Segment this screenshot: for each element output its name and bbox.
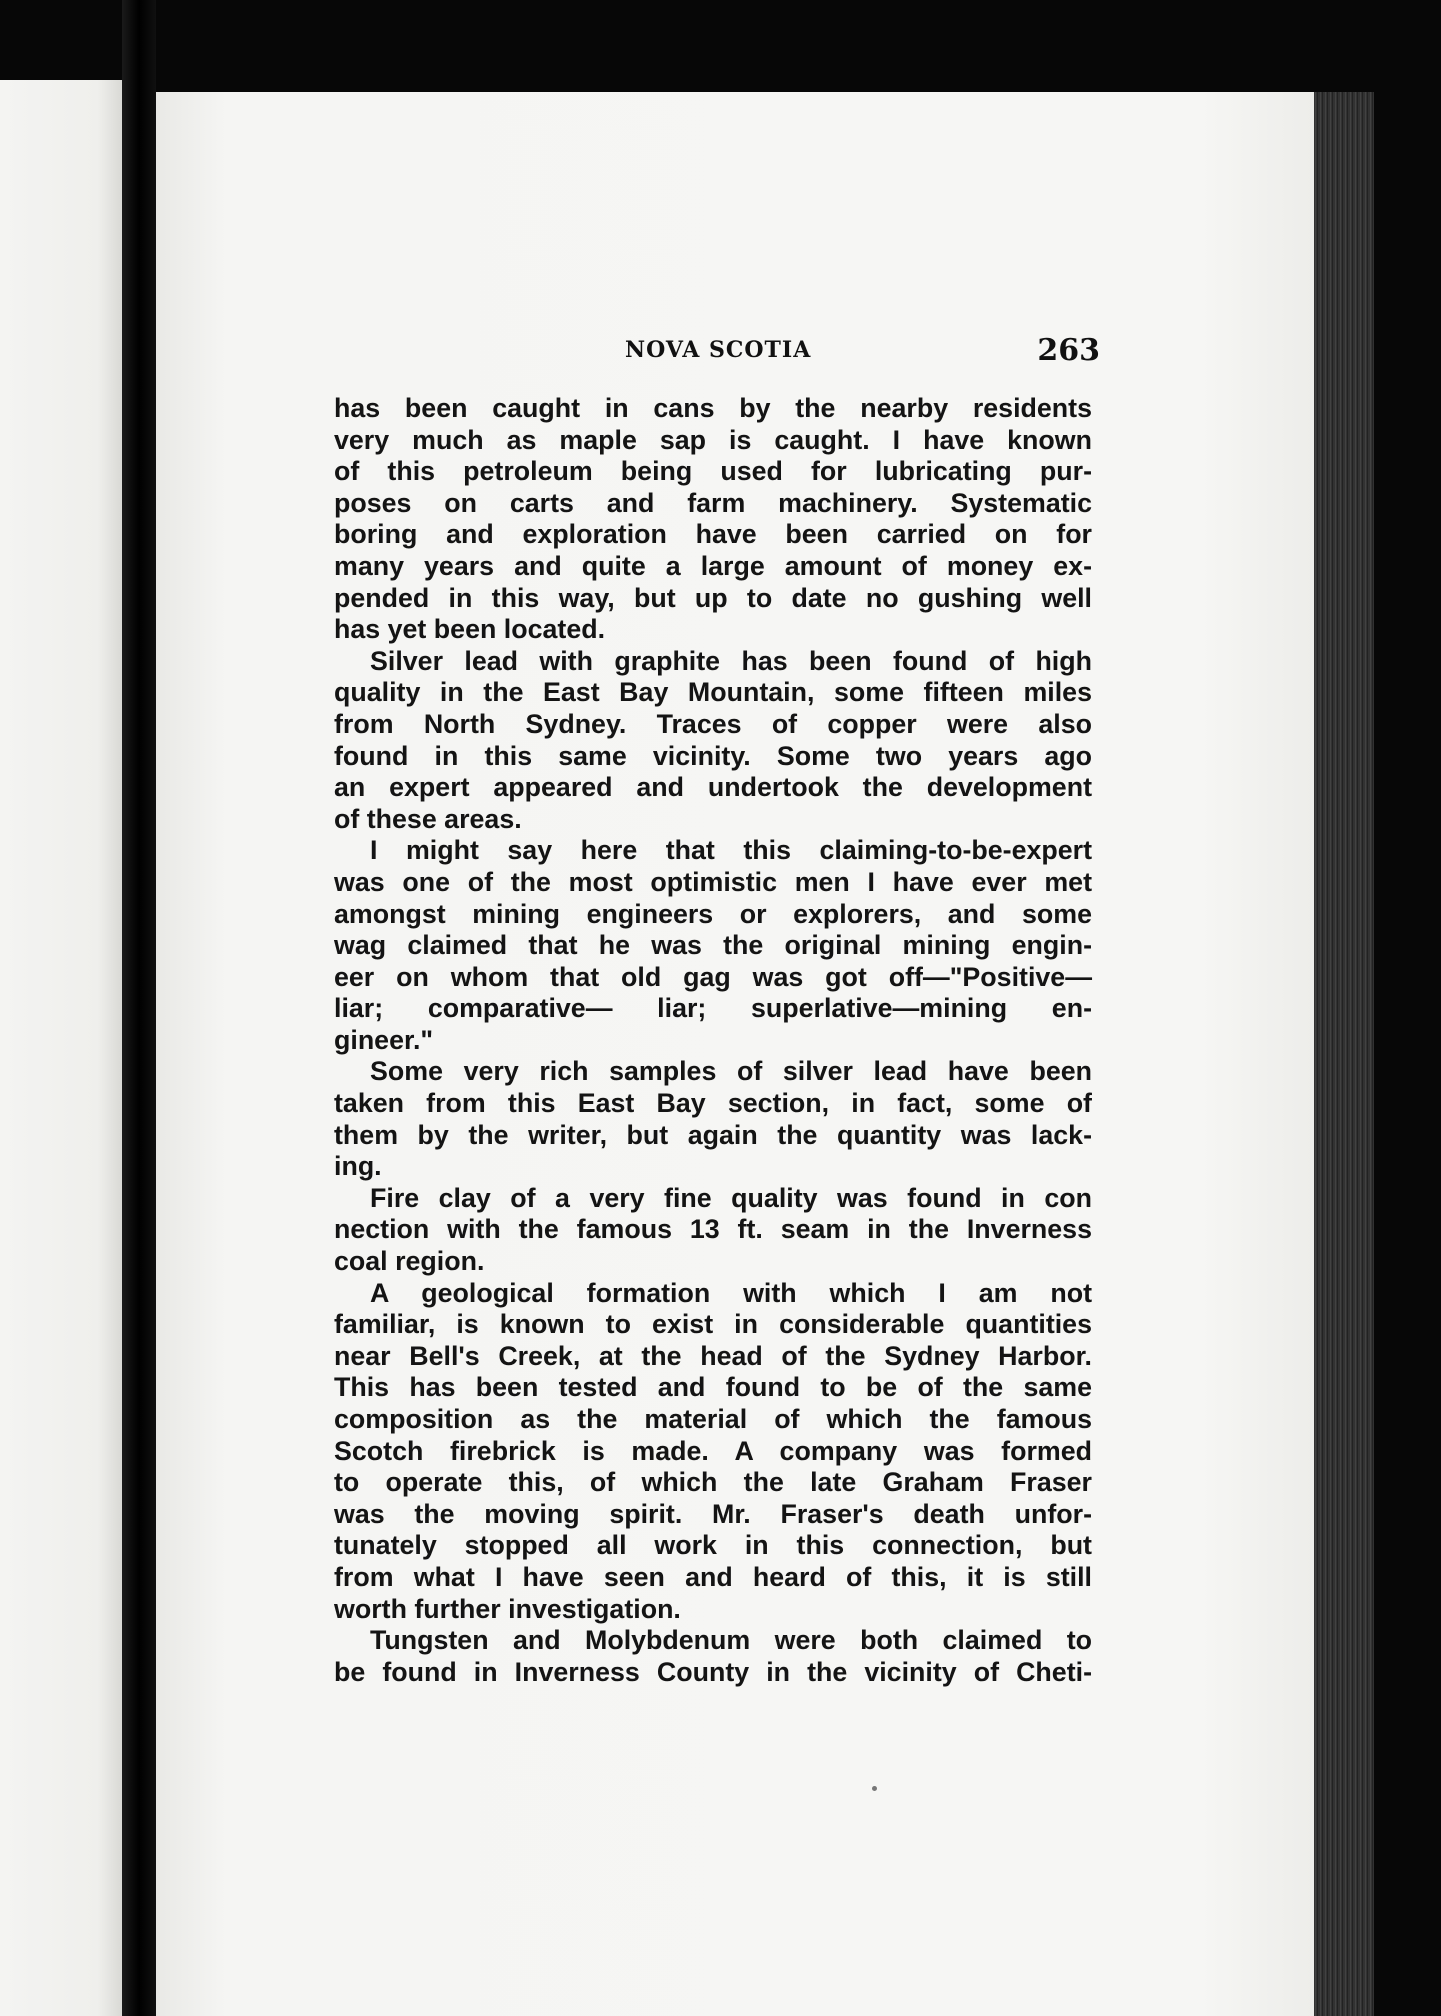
text-line: has been caught in cans by the nearby residents bbox=[334, 393, 1092, 423]
text-line: This has been tested and found to be of the same bbox=[334, 1372, 1092, 1403]
text-line: near Bell's Creek, at the head of the Sydney Harbor. bbox=[334, 1340, 1092, 1371]
text-line: nection with the famous 13 ft. seam in the Inverness bbox=[334, 1214, 1092, 1245]
text-line: gineer." bbox=[334, 1024, 434, 1055]
text-line: composition as the material of which the famous bbox=[334, 1404, 1092, 1434]
text-line: Silver lead with graphite has been found of high bbox=[370, 645, 1092, 676]
text-line: of these areas. bbox=[334, 803, 522, 834]
text-line: A geological formation with which I am not bbox=[370, 1277, 1092, 1308]
text-line: amongst mining engineers or explorers, and some bbox=[334, 898, 1092, 929]
text-line: quality in the East Bay Mountain, some fifteen miles bbox=[334, 677, 1092, 708]
text-line: taken from this East Bay section, in fact, some of bbox=[334, 1088, 1092, 1119]
text-line: from what I have seen and heard of this, it is still bbox=[334, 1561, 1092, 1592]
text-line: wag claimed that he was the original mining engin- bbox=[334, 930, 1092, 961]
text-line: has yet been located. bbox=[334, 614, 606, 645]
text-line: Scotch firebrick is made. A company was formed bbox=[334, 1435, 1092, 1466]
text-line: liar; comparative— liar; superlative—mining en- bbox=[334, 993, 1092, 1024]
text-line: found in this same vicinity. Some two years ago bbox=[334, 740, 1092, 771]
text-line: was one of the most optimistic men I have ever met bbox=[334, 866, 1092, 897]
text-line: Fire clay of a very fine quality was found in con bbox=[370, 1182, 1092, 1213]
text-line: many years and quite a large amount of money ex- bbox=[334, 550, 1092, 581]
running-title: NOVA SCOTIA bbox=[625, 337, 812, 363]
text-line: from North Sydney. Traces of copper were also bbox=[334, 708, 1092, 739]
body-text bbox=[334, 393, 1092, 1688]
text-line: coal region. bbox=[334, 1246, 485, 1277]
text-line: eer on whom that old gag was got off—"Positive— bbox=[334, 961, 1092, 992]
text-line: I might say here that this claiming-to-be-expert bbox=[370, 835, 1092, 866]
text-line: was the moving spirit. Mr. Fraser's death unfor- bbox=[334, 1498, 1092, 1529]
text-line: worth further investigation. bbox=[334, 1593, 681, 1624]
text-line: ing. bbox=[334, 1151, 382, 1182]
page-number: 263 bbox=[1037, 333, 1100, 368]
text-line: Some very rich samples of silver lead have been bbox=[370, 1056, 1092, 1087]
text-line: familiar, is known to exist in considerable quantities bbox=[334, 1309, 1092, 1340]
text-line: be found in Inverness County in the vicinity of Cheti- bbox=[334, 1656, 1092, 1687]
print-blemish bbox=[872, 1786, 877, 1791]
text-line: to operate this, of which the late Graham Fraser bbox=[334, 1467, 1092, 1498]
text-line: Tungsten and Molybdenum were both claimed to bbox=[370, 1625, 1092, 1656]
text-line: an expert appeared and undertook the development bbox=[334, 772, 1092, 803]
text-line: very much as maple sap is caught. I have known bbox=[334, 424, 1092, 455]
text-line: of this petroleum being used for lubricating pur- bbox=[334, 456, 1092, 487]
text-line: tunately stopped all work in this connection, but bbox=[334, 1530, 1092, 1561]
page-stack-edge bbox=[1314, 92, 1374, 2016]
text-line: pended in this way, but up to date no gushing well bbox=[334, 582, 1092, 613]
left-page-edge bbox=[0, 80, 122, 2016]
running-head bbox=[350, 333, 1100, 377]
text-line: boring and exploration have been carried on for bbox=[334, 519, 1092, 550]
text-line: them by the writer, but again the quantity was lack- bbox=[334, 1119, 1092, 1150]
text-line: poses on carts and farm machinery. Systematic bbox=[334, 487, 1092, 518]
book-gutter bbox=[122, 0, 156, 2016]
